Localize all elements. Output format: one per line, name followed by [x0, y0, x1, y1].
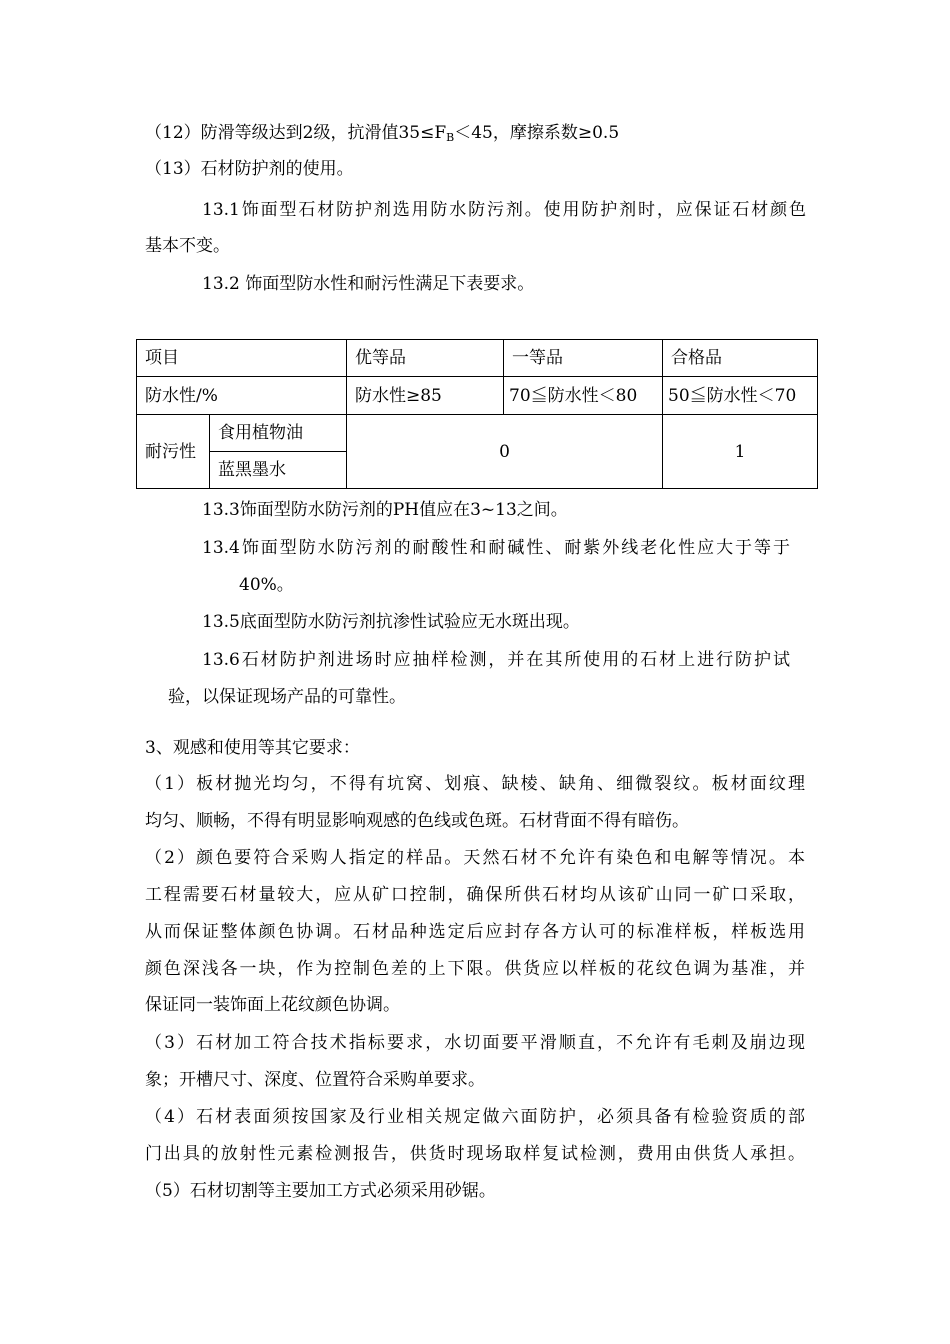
header-first-grade: 一等品: [504, 340, 663, 377]
stain-value-qualified: 1: [663, 415, 818, 489]
item-13-heading: （13）石材防护剂的使用。: [145, 159, 354, 179]
stain-value-premium-first: 0: [347, 415, 663, 489]
section-3-heading: 3、观感和使用等其它要求：: [145, 738, 360, 758]
spec-table: [136, 339, 818, 489]
para-3-2-line2: 工程需要石材量较大，应从矿口控制，确保所供石材均从该矿山同一矿口采取，: [145, 885, 805, 905]
waterproof-first-grade: 70≦防水性＜80: [504, 377, 663, 415]
para-3-4-line2: 门出具的放射性元素检测报告，供货时现场取样复试检测，费用由供货人承担。: [145, 1144, 805, 1164]
waterproof-qualified: 50≦防水性＜70: [663, 377, 818, 415]
para-13-4-line2: 40%。: [239, 575, 294, 595]
header-premium: 优等品: [347, 340, 504, 377]
para-3-2-line1: （2）颜色要符合采购人指定的样品。天然石材不允许有染色和电解等情况。本: [145, 848, 805, 868]
item-12-subscript: B: [446, 131, 455, 144]
para-3-5: （5）石材切割等主要加工方式必须采用砂锯。: [145, 1181, 496, 1201]
waterproof-label: 防水性/%: [137, 377, 347, 415]
stain-label: 耐污性: [137, 415, 210, 489]
table-row-stain-oil: [137, 415, 818, 452]
para-3-1-line2: 均匀、顺畅，不得有明显影响观感的色线或色斑。石材背面不得有暗伤。: [145, 811, 689, 831]
item-12-text: [145, 122, 619, 149]
item-12-post: ＜45，摩擦系数≥0.5: [454, 123, 620, 143]
para-3-3-line2: 象；开槽尺寸、深度、位置符合采购单要求。: [145, 1070, 485, 1090]
para-3-3-line1: （3）石材加工符合技术指标要求，水切面要平滑顺直，不允许有毛刺及崩边现: [145, 1033, 805, 1053]
para-3-2-line5: 保证同一装饰面上花纹颜色协调。: [145, 995, 400, 1015]
para-13-4-line1: 13.4饰面型防水防污剂的耐酸性和耐碱性、耐紫外线老化性应大于等于: [202, 538, 790, 558]
stain-sub-oil: 食用植物油: [210, 415, 347, 452]
para-13-1-line1: 13.1饰面型石材防护剂选用防水防污剂。使用防护剂时，应保证石材颜色: [202, 200, 806, 220]
para-3-4-line1: （4）石材表面须按国家及行业相关规定做六面防护，必须具备有检验资质的部: [145, 1107, 805, 1127]
stain-sub-ink: 蓝黑墨水: [210, 452, 347, 489]
para-3-2-line4: 颜色深浅各一块，作为控制色差的上下限。供货应以样板的花纹色调为基准，并: [145, 959, 805, 979]
para-3-1-line1: （1）板材抛光均匀，不得有坑窝、划痕、缺棱、缺角、细微裂纹。板材面纹理: [145, 774, 805, 794]
waterproof-premium: 防水性≥85: [347, 377, 504, 415]
para-13-3: 13.3饰面型防水防污剂的PH值应在3~13之间。: [202, 500, 568, 520]
para-13-6-line2: 验，以保证现场产品的可靠性。: [168, 687, 406, 707]
table-header-row: [137, 340, 818, 377]
item-12-pre: （12）防滑等级达到2级，抗滑值35≤F: [145, 123, 447, 143]
para-13-2: 13.2 饰面型防水性和耐污性满足下表要求。: [202, 274, 535, 294]
para-13-6-line1: 13.6石材防护剂进场时应抽样检测，并在其所使用的石材上进行防护试: [202, 650, 790, 670]
para-3-2-line3: 从而保证整体颜色协调。石材品种选定后应封存各方认可的标准样板，样板选用: [145, 922, 805, 942]
para-13-1-line2: 基本不变。: [145, 236, 230, 256]
table-row-waterproof: [137, 377, 818, 415]
header-qualified: 合格品: [663, 340, 818, 377]
para-13-5: 13.5底面型防水防污剂抗渗性试验应无水斑出现。: [202, 612, 580, 632]
header-item: 项目: [137, 340, 347, 377]
